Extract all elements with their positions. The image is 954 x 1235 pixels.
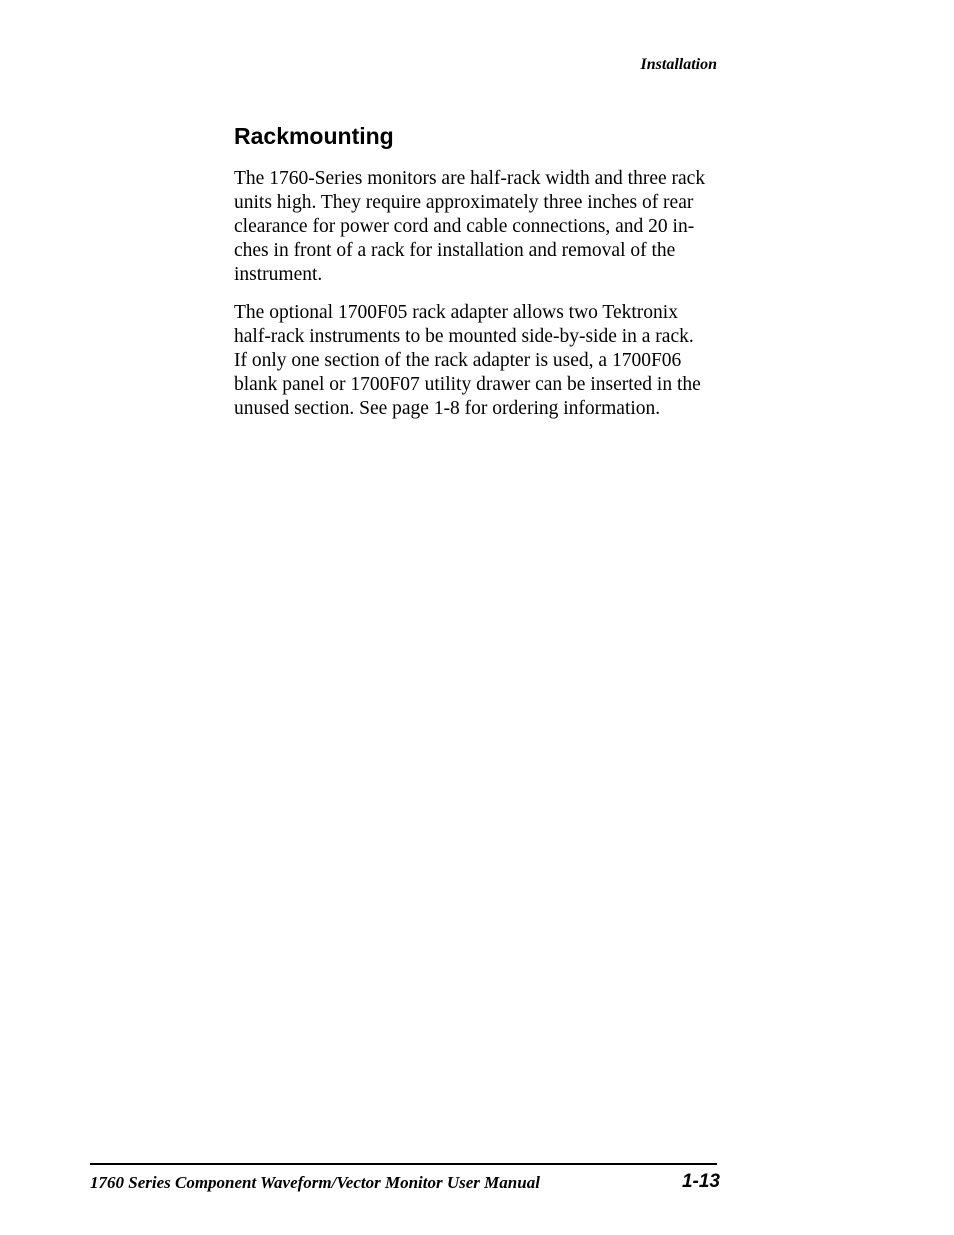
footer-divider [90,1163,717,1165]
page-number: 1-13 [681,1171,720,1192]
paragraph-2 [234,301,744,421]
paragraph-line: clearance for power cord and cable connections, and 20 in- [234,216,695,237]
paragraph-line: If only one section of the rack adapter is used, a 1700F06 [234,350,682,371]
footer-manual-title: 1760 Series Component Waveform/Vector Monitor User Manual [90,1173,540,1192]
paragraph-line: instrument. [234,264,323,285]
section-title: Rackmounting [234,123,394,149]
paragraph-1 [234,167,744,287]
paragraph-line: unused section. See page 1-8 for ordering information. [234,398,661,419]
running-header: Installation [640,56,717,73]
paragraph-line: blank panel or 1700F07 utility drawer can be inserted in the [234,374,701,395]
paragraph-line: units high. They require approximately three inches of rear [234,192,694,213]
paragraph-line: half-rack instruments to be mounted side-by-side in a rack. [234,326,694,347]
paragraph-line: ches in front of a rack for installation and removal of the [234,240,676,261]
paragraph-line: The 1760‑Series monitors are half-rack width and three rack [234,168,706,189]
paragraph-line: The optional 1700F05 rack adapter allows two Tektronix [234,302,678,323]
